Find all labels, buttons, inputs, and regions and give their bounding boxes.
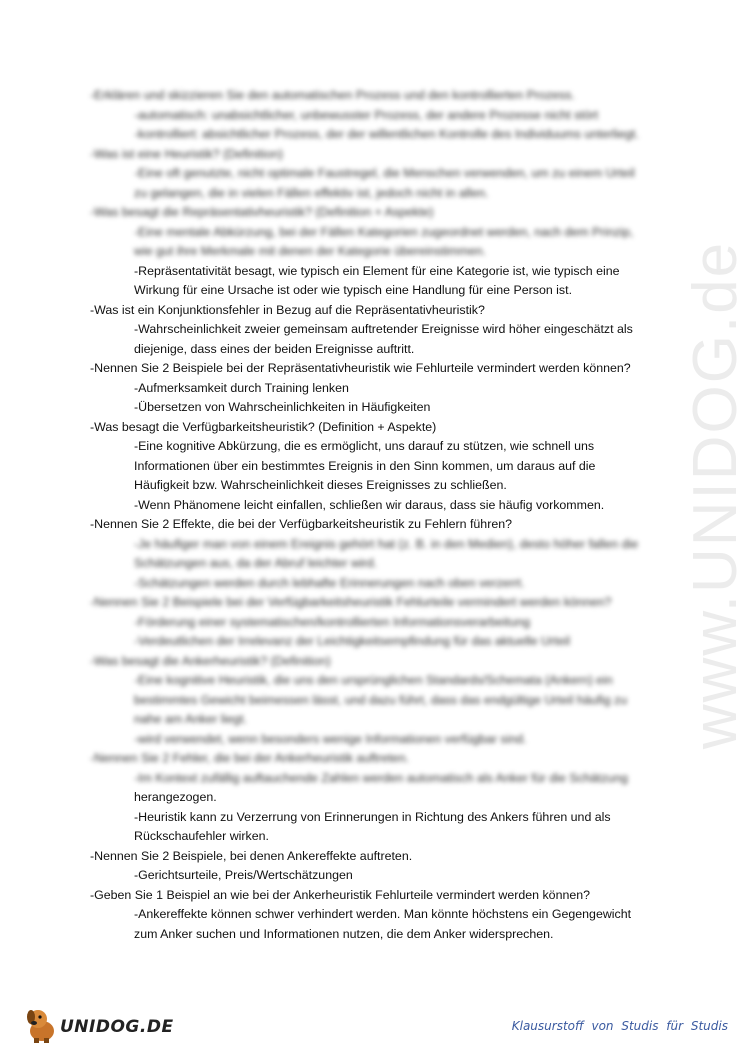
answer-line: -Je häufiger man von einem Ereignis gehört hat (z. B. in den Medien), desto höher fallen die xyxy=(134,536,639,551)
answer-line: herangezogen. xyxy=(134,790,217,804)
logo-text: UNIDOG.DE xyxy=(60,1017,174,1037)
answer-line: wie gut ihre Merkmale mit denen der Kategorie übereinstimmen. xyxy=(134,244,486,258)
answer-line: zu gelangen, die in vielen Fällen effektiv ist, jedoch nicht in allen. xyxy=(134,185,489,200)
question-line: -Geben Sie 1 Beispiel an wie bei der Ankerheuristik Fehlurteile vermindert werden können? xyxy=(90,887,591,902)
footer-tagline: Klausurstoff von Studis für Studis xyxy=(511,1019,728,1033)
answer-line: Rückschaufehler wirken. xyxy=(134,829,269,843)
question-line: -Was ist eine Heuristik? (Definition) xyxy=(90,146,284,161)
answer-line: -Ankereffekte können schwer verhindert werden. Man könnte höchstens ein Gegengewicht xyxy=(134,907,632,921)
answer-line: -Aufmerksamkeit durch Training lenken xyxy=(134,380,349,395)
unidog-logo[interactable] xyxy=(24,1005,174,1045)
question-line: -Was ist ein Konjunktionsfehler in Bezug auf die Repräsentativheuristik? xyxy=(90,302,485,317)
question-line: -Nennen Sie 2 Beispiele, bei denen Ankereffekte auftreten. xyxy=(90,848,413,863)
answer-line: -wird verwendet, wenn besonders wenige Informationen verfügbar sind. xyxy=(134,731,527,746)
answer-line: nahe am Anker liegt. xyxy=(134,712,247,726)
answer-line: -Übersetzen von Wahrscheinlichkeiten in Häufigkeiten xyxy=(134,400,431,414)
dog-icon xyxy=(24,1005,60,1045)
question-line: -Nennen Sie 2 Beispiele bei der Verfügbarkeitsheuristik Fehlurteile vermindert werden können? xyxy=(90,595,612,609)
question-line: -Nennen Sie 2 Beispiele bei der Repräsentativheuristik wie Fehlurteile vermindert werden können? xyxy=(90,361,631,375)
answer-line: -Heuristik kann zu Verzerrung von Erinnerungen in Richtung des Ankers führen und als xyxy=(134,809,611,824)
answer-line: -Förderung einer systematischen/kontrollierten Informationsverarbeitung xyxy=(134,614,531,629)
answer-line: -Wahrscheinlichkeit zweier gemeinsam auftretender Ereignisse wird höher eingeschätzt als xyxy=(134,322,633,336)
watermark: www.UNIDOG.de xyxy=(680,240,750,750)
answer-line: Schätzungen aus, da der Abruf leichter wird. xyxy=(134,556,378,570)
question-line: -Was besagt die Verfügbarkeitsheuristik? (Definition + Aspekte) xyxy=(90,419,437,434)
page-footer xyxy=(0,999,750,1059)
question-line: -Nennen Sie 2 Fehler, die bei der Ankerheuristik auftreten. xyxy=(90,751,409,765)
answer-line: -Verdeutlichen der Irrelevanz der Leichtigkeitsempfindung für das aktuelle Urteil xyxy=(134,634,570,648)
answer-line: zum Anker suchen und Informationen nutzen, die dem Anker widersprechen. xyxy=(134,926,554,941)
answer-line: -Gerichtsurteile, Preis/Wertschätzungen xyxy=(134,868,353,882)
answer-line: diejenige, dass eines der beiden Ereignisse auftritt. xyxy=(134,341,415,356)
answer-line: Wirkung für eine Ursache ist oder wie typisch eine Handlung für eine Person ist. xyxy=(134,283,573,297)
answer-line: -kontrolliert: absichtlicher Prozess, der der willentlichen Kontrolle des Individuums unterliegt. xyxy=(134,127,639,141)
answer-line: Informationen über ein bestimmtes Ereignis in den Sinn kommen, um daraus auf die xyxy=(134,458,596,473)
answer-line: -Eine kognitive Abkürzung, die es ermöglicht, uns darauf zu stützen, wie schnell uns xyxy=(134,439,595,453)
document-body xyxy=(90,86,690,944)
answer-line: -Im Kontext zufällig auftauchende Zahlen werden automatisch als Anker für die Schätzung xyxy=(134,770,628,785)
answer-line: bestimmtes Gewicht beimessen lässt, und dazu führt, dass das endgültige Urteil häufig zu xyxy=(134,692,628,707)
question-line: -Was besagt die Repräsentativheuristik? (Definition + Aspekte) xyxy=(90,205,434,219)
answer-line: -automatisch: unabsichtlicher, unbewusster Prozess, der andere Prozesse nicht stört xyxy=(134,107,599,122)
question-line: -Erklären und skizzieren Sie den automatischen Prozess und den kontrollierten Prozess. xyxy=(90,88,575,102)
answer-line: Häufigkeit bzw. Wahrscheinlichkeit dieses Ereignisses zu schließen. xyxy=(134,478,507,492)
answer-line: -Repräsentativität besagt, wie typisch ein Element für eine Kategorie ist, wie typisch eine xyxy=(134,263,620,278)
question-line: -Nennen Sie 2 Effekte, die bei der Verfügbarkeitsheuristik zu Fehlern führen? xyxy=(90,517,512,531)
answer-line: -Eine oft genutzte, nicht optimale Faustregel, die Menschen verwenden, um zu einem Urteil xyxy=(134,166,635,180)
answer-line: -Eine kognitive Heuristik, die uns den ursprünglichen Standards/Schemata (Ankern) ein xyxy=(134,673,613,687)
answer-line: -Wenn Phänomene leicht einfallen, schließen wir daraus, dass sie häufig vorkommen. xyxy=(134,497,605,512)
question-line: -Was besagt die Ankerheuristik? (Definition) xyxy=(90,653,331,668)
answer-line: -Schätzungen werden durch lebhafte Erinnerungen nach oben verzerrt. xyxy=(134,575,525,590)
answer-line: -Eine mentale Abkürzung, bei der Fällen Kategorien zugeordnet werden, nach dem Prinzip, xyxy=(134,224,634,239)
